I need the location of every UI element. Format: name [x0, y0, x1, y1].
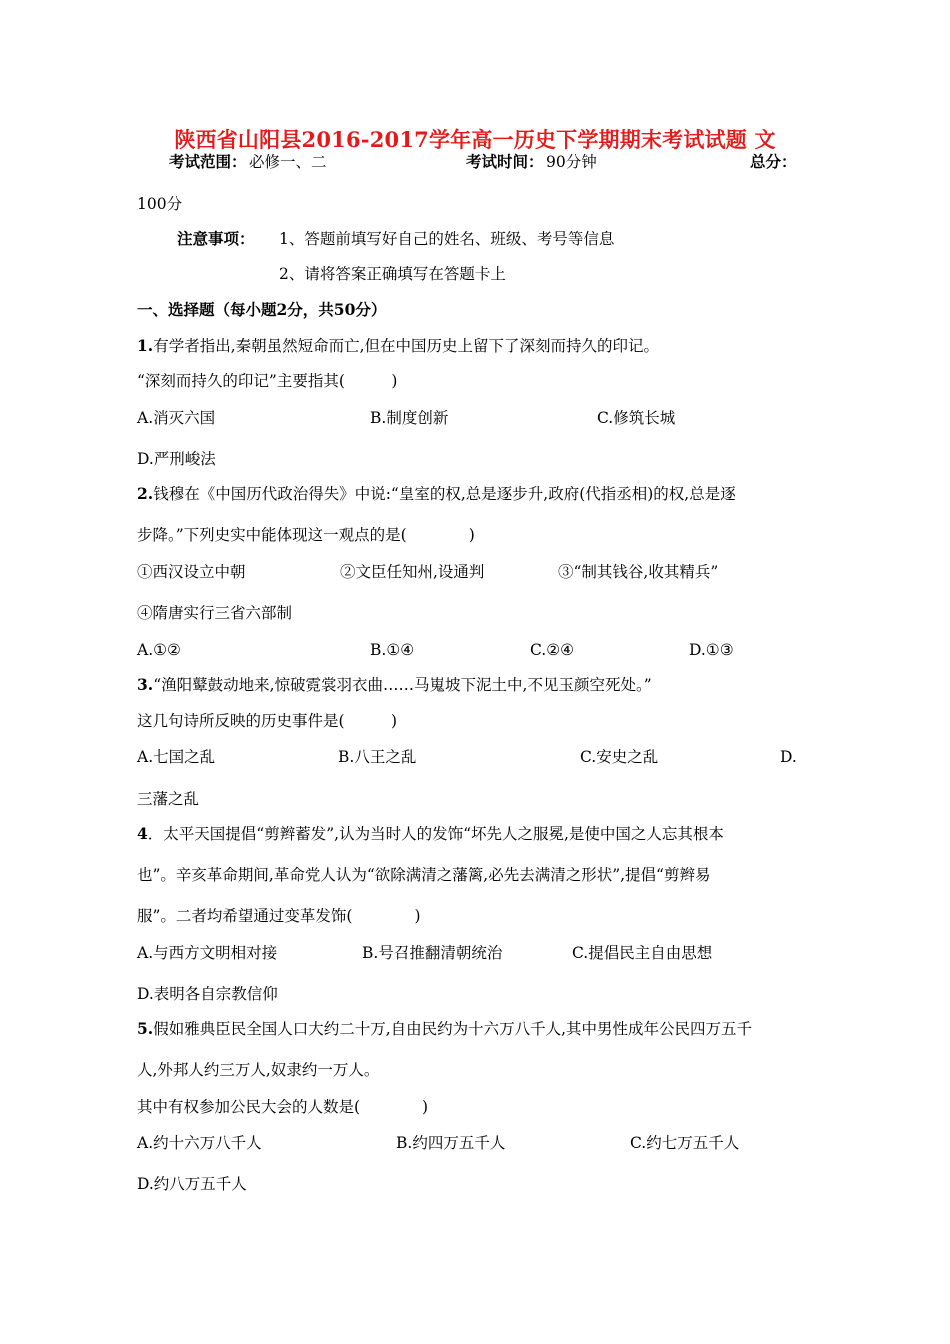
- question-text-line: 步降。”下列史实中能体现这一观点的是( ): [137, 526, 475, 544]
- question-1-stem: [137, 336, 659, 356]
- notice-item: 2、请将答案正确填写在答题卡上: [279, 265, 506, 283]
- total-score-label: 总分：: [750, 152, 797, 171]
- question-4-stem: [137, 824, 724, 844]
- option-d: D.: [780, 748, 797, 766]
- exam-scope-label: 考试范围：: [169, 152, 247, 171]
- question-text: 假如雅典臣民全国人口大约二十万,自由民约为十六万八千人,其中男性成年公民四万五千: [153, 1020, 753, 1038]
- question-text: ．太平天国提倡“剪辫蓄发”,认为当时人的发饰“坏先人之服冕,是使中国之人忘其根本: [147, 825, 724, 843]
- exam-time-label: 考试时间：: [466, 152, 544, 171]
- option-d: D.严刑峻法: [137, 450, 216, 468]
- option-a: A.①②: [137, 641, 181, 659]
- question-text-line: 其中有权参加公民大会的人数是( ): [137, 1098, 429, 1116]
- option-d: D.①③: [689, 641, 734, 659]
- option-c: C.修筑长城: [597, 409, 676, 427]
- option-c: C.②④: [530, 641, 575, 659]
- question-3-stem: [137, 675, 652, 695]
- option-c: C.提倡民主自由思想: [572, 944, 713, 962]
- question-5-stem: [137, 1019, 752, 1039]
- option-b: B.号召推翻清朝统治: [362, 944, 503, 962]
- statement-item: ④隋唐实行三省六部制: [137, 604, 293, 622]
- question-text-line: “深刻而持久的印记”主要指其( ): [137, 372, 398, 390]
- question-text-line: 人,外邦人约三万人,奴隶约一万人。: [137, 1061, 380, 1079]
- option-b: B.制度创新: [370, 409, 449, 427]
- notice-item: 1、答题前填写好自己的姓名、班级、考号等信息: [279, 230, 615, 248]
- option-d-text: 三藩之乱: [137, 790, 200, 808]
- option-d: D.表明各自宗教信仰: [137, 985, 278, 1003]
- question-text-line: 这几句诗所反映的历史事件是( ): [137, 712, 398, 730]
- option-b: B.约四万五千人: [396, 1134, 506, 1152]
- option-c: C.安史之乱: [580, 748, 659, 766]
- option-a: A.七国之乱: [137, 748, 216, 766]
- question-text: 有学者指出,秦朝虽然短命而亡,但在中国历史上留下了深刻而持久的印记。: [153, 337, 660, 355]
- exam-scope-value: 必修一、二: [249, 153, 327, 171]
- document-title: 陕西省山阳县2016-2017学年高一历史下学期期末考试试题 文: [174, 127, 776, 152]
- section-heading: 一、选择题（每小题2分，共50分）: [137, 300, 387, 319]
- question-number: 4: [137, 824, 148, 843]
- question-text: “渔阳鼙鼓动地来,惊破霓裳羽衣曲……马嵬坡下泥土中,不见玉颜空死处。”: [153, 676, 652, 694]
- question-number: 1.: [137, 336, 154, 355]
- question-number: 2.: [137, 484, 154, 503]
- statement-item: ②文臣任知州,设通判: [340, 563, 485, 581]
- option-b: B.八王之乱: [338, 748, 417, 766]
- question-text: 钱穆在《中国历代政治得失》中说:“皇室的权,总是逐步升,政府(代指丞相)的权,总是逐: [153, 485, 736, 503]
- notice-label: 注意事项：: [177, 229, 255, 248]
- statement-item: ①西汉设立中朝: [137, 563, 246, 581]
- option-b: B.①④: [370, 641, 415, 659]
- question-number: 3.: [137, 675, 154, 694]
- question-text-line: 服”。二者均希望通过变革发饰( ): [137, 907, 421, 925]
- option-d: D.约八万五千人: [137, 1175, 247, 1193]
- question-text-line: 也”。辛亥革命期间,革命党人认为“欲除满清之藩篱,必先去满清之形状”,提倡“剪辫易: [137, 866, 711, 884]
- option-a: A.与西方文明相对接: [137, 944, 278, 962]
- total-score-value: 100分: [137, 195, 183, 213]
- option-a: A.约十六万八千人: [137, 1134, 262, 1152]
- option-c: C.约七万五千人: [630, 1134, 740, 1152]
- exam-time-value: 90分钟: [546, 153, 597, 171]
- statement-item: ③“制其钱谷,收其精兵”: [558, 563, 719, 581]
- question-number: 5.: [137, 1019, 154, 1038]
- option-a: A.消灭六国: [137, 409, 216, 427]
- question-2-stem: [137, 484, 736, 504]
